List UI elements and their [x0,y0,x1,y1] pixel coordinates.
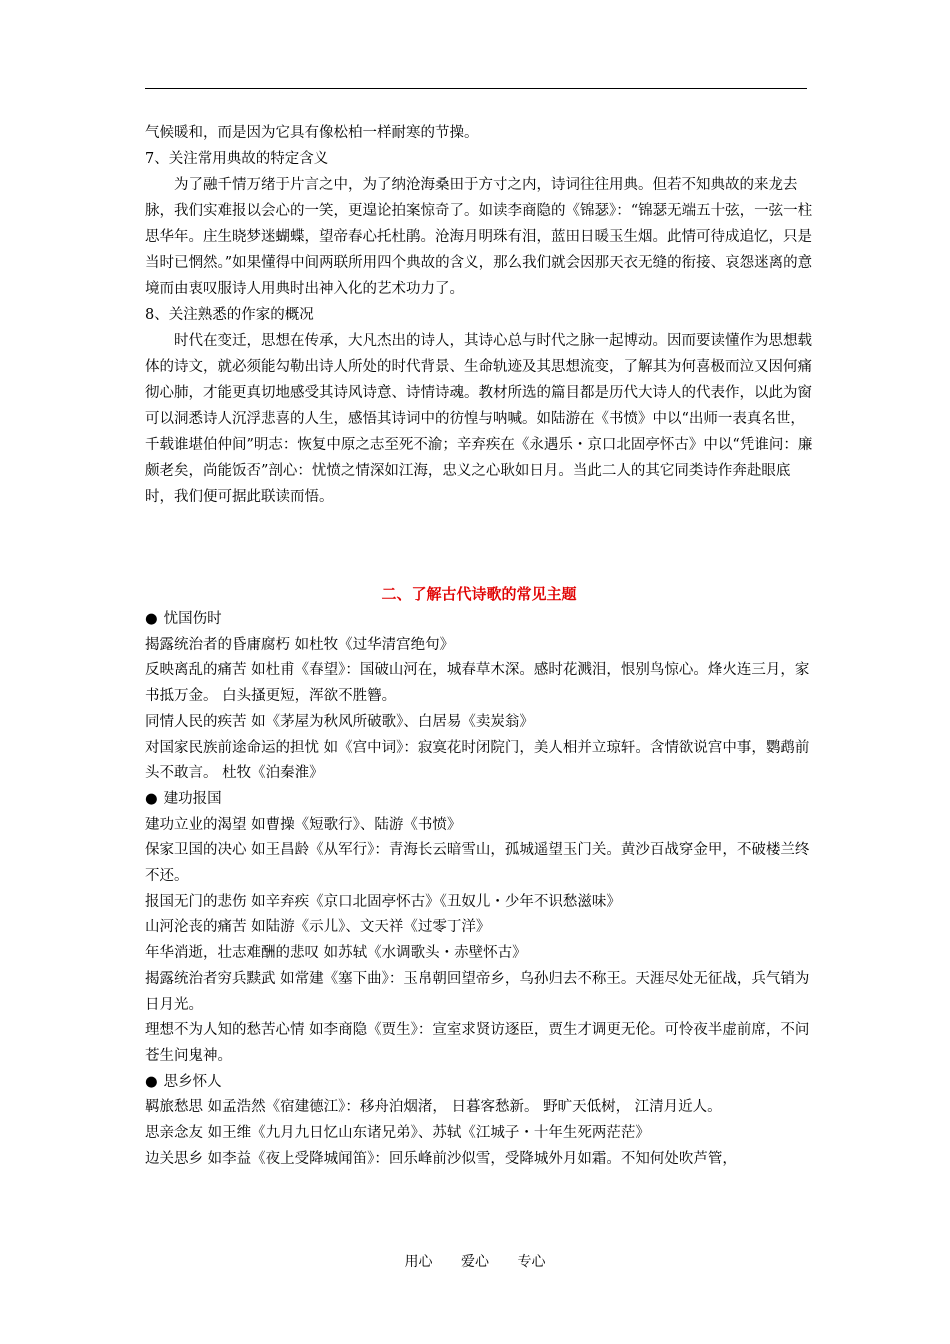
footer-text: 用心 [404,1254,433,1270]
list-item: 理想不为人知的愁苦心情 如李商隐《贾生》：宣室求贤访逐臣，贾生才调更无伦。可怜夜半虚前席，不问苍生问鬼神。 [145,1022,810,1064]
section-title-8: 8、关注熟悉的作家的概况 [145,307,314,323]
list-item: 山河沦丧的痛苦 如陆游《示儿》、文天祥《过零丁洋》 [145,919,491,936]
footer-text: 专心 [517,1254,546,1270]
list-item: 揭露统治者的昏庸腐朽 如杜牧《过华清宫绝句》 [145,636,455,653]
list-item: 反映离乱的痛苦 如杜甫《春望》：国破山河在，城春草木深。感时花溅泪，恨别鸟惊心。烽火连三月，家书抵万金。 白头搔更短，浑欲不胜簪。 [145,662,810,705]
bullet-icon: ● [145,611,158,627]
bullet-icon: ● [145,1073,158,1090]
bullet-icon: ● [145,790,158,807]
theme-heading-1 [145,607,813,633]
list-item: 建功立业的渴望 如曹操《短歌行》、陆游《书愤》 [145,816,462,833]
page-footer [0,1252,950,1272]
section-body-8: 时代在变迁，思想在传承，大凡杰出的诗人，其诗心总与时代之脉一起博动。因而要读懂作为思想载体的诗文，就必须能勾勒出诗人所处的时代背景、生命轨迹及其思想流变，了解其为何喜极而泣又因何痛彻心肺，才能更真切地感受其诗风诗意、诗情诗魂。教材所选的篇目都是历代大诗人的代表作，以此为窗可以洞悉诗人沉浮悲喜的人生，感悟其诗词中的彷惶与呐喊。如陆游在《书愤》中以“出师一表真名世，千载谁堪伯仲间”明志：恢复中原之志至死不渝；辛弃疾在《永遇乐・京口北固亭怀古》中以“凭谁问：廉颇老矣，尚能饭否”剖心：忧愤之情深如江海，忠义之心耿如日月。当此二人的其它同类诗作奔赴眼底时，我们便可据此联读而悟。 [145,333,813,505]
list-item: 思亲念友 如王维《九月九日忆山东诸兄弟》、苏轼《江城子・十年生死两茫茫》 [145,1125,650,1142]
list-item: 揭露统治者穷兵黩武 如常建《塞下曲》：玉帛朝回望帝乡，乌孙归去不称王。天涯尽处无征战，兵气销为日月光。 [145,970,810,1013]
section-heading: 二、了解古代诗歌的常见主题 [381,585,577,603]
list-item: 保家卫国的决心 如王昌龄《从军行》：青海长云暗雪山，孤城遥望玉门关。黄沙百战穿金甲，不破楼兰终不还。 [145,842,810,885]
section-body-7: 为了融千情万绪于片言之中，为了纳沧海桑田于方寸之内，诗词往往用典。但若不知典故的来龙去脉，我们实难报以会心的一笑，更遑论拍案惊奇了。如读李商隐的《锦瑟》：“锦瑟无端五十弦，一弦一柱思华年。庄生晓梦迷蝴蝶，望帝春心托杜鹃。沧海月明珠有泪，蓝田日暖玉生烟。此情可待成追忆，只是当时已惘然。”如果懂得中间两联所用四个典故的含义，那么我们就会因那天衣无缝的衔接、哀怨迷离的意境而由衷叹服诗人用典时出神入化的艺术功力了。 [145,177,813,297]
theme-heading-2 [145,787,813,813]
theme-name: 建功报国 [163,790,222,807]
theme-heading-3 [145,1070,813,1096]
list-item: 对国家民族前途命运的担忧 如《宫中词》：寂寞花时闭院门，美人相并立琼轩。含情欲说宫中事，鹦鹉前头不敢言。 杜牧《泊秦淮》 [145,739,810,782]
footer-text: 爱心 [461,1254,489,1270]
list-item: 羁旅愁思 如孟浩然《宿建德江》：移舟泊烟渚， 日暮客愁新。 野旷天低树， 江清月近人。 [145,1099,722,1116]
theme-name: 思乡怀人 [163,1073,222,1090]
list-item: 边关思乡 如李益《夜上受降城闻笛》：回乐峰前沙似雪，受降城外月如霜。不知何处吹芦管， [145,1150,737,1167]
header-rule [145,88,807,89]
list-item: 同情人民的疾苦 如《茅屋为秋风所破歌》、白居易《卖炭翁》 [145,713,534,730]
theme-name: 忧国伤时 [163,611,222,627]
list-item: 年华消逝，壮志难酬的悲叹 如苏轼《水调歌头・赤壁怀古》 [145,945,527,962]
section-title-7: 7、关注常用典故的特定含义 [145,151,329,167]
list-item: 报国无门的悲伤 如辛弃疾《京口北固亭怀古》《丑奴儿・少年不识愁滋味》 [145,893,621,910]
spacer [145,510,813,581]
intro-line: 气候暖和，而是因为它具有像松柏一样耐寒的节操。 [145,125,479,141]
document-body [145,120,813,1172]
